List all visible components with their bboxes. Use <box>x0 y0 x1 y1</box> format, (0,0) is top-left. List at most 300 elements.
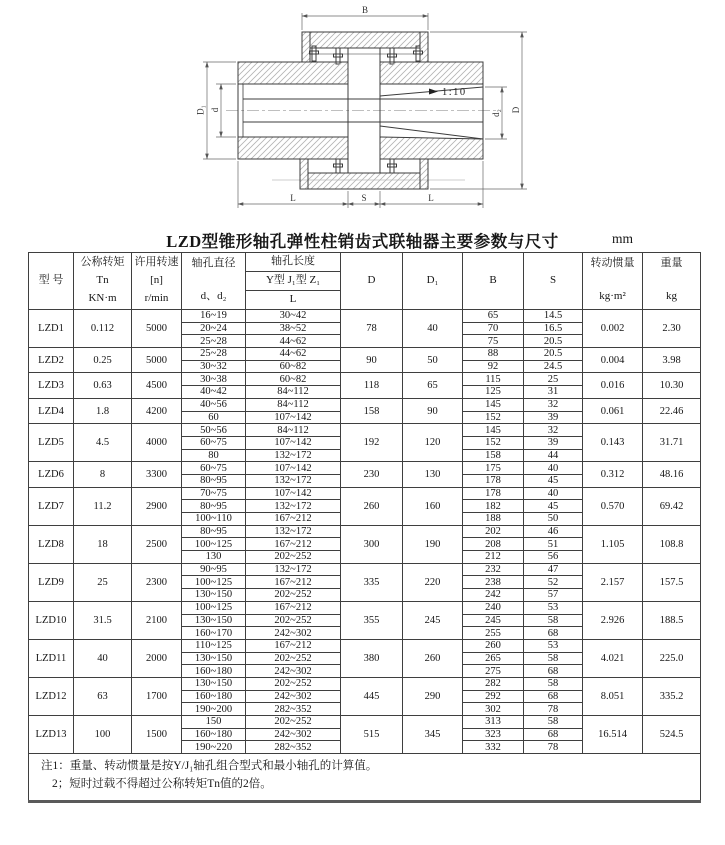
bore-diameter-cell: 60 <box>182 411 246 424</box>
bore-diameter-cell: 130~150 <box>182 652 246 665</box>
speed-cell: 2100 <box>132 601 182 639</box>
bore-diameter-cell: 160~180 <box>182 665 246 678</box>
bore-length-cell: 84~112 <box>246 398 341 411</box>
bore-length-cell: 167~212 <box>246 538 341 551</box>
B-cell: 182 <box>463 500 524 513</box>
D1-cell: 120 <box>403 424 463 462</box>
inertia-cell: 0.570 <box>583 487 643 525</box>
B-cell: 158 <box>463 449 524 462</box>
bore-length-cell: 107~142 <box>246 462 341 475</box>
table-row-lzd3 <box>29 373 701 386</box>
B-cell: 232 <box>463 563 524 576</box>
bore-diameter-cell: 130~150 <box>182 614 246 627</box>
D-cell: 260 <box>341 487 403 525</box>
bore-length-cell: 44~62 <box>246 348 341 361</box>
table-row-lzd9 <box>29 563 701 576</box>
weight-header-line: kg <box>666 290 677 303</box>
B-cell: 212 <box>463 551 524 564</box>
speed-cell: 2000 <box>132 639 182 677</box>
B-cell: 275 <box>463 665 524 678</box>
speed-cell: 5000 <box>132 348 182 373</box>
col-header-bore-diameter <box>182 253 246 310</box>
bore-diameter-cell: 130~150 <box>182 677 246 690</box>
bore-len-header-line: L <box>289 293 297 306</box>
B-cell: 323 <box>463 728 524 741</box>
bore-length-cell: 202~252 <box>246 614 341 627</box>
B-cell: 92 <box>463 360 524 373</box>
S-cell: 58 <box>524 716 583 729</box>
model-cell: LZD13 <box>29 716 74 754</box>
S-cell: 32 <box>524 424 583 437</box>
taper-annotation <box>429 87 467 98</box>
S-cell: 51 <box>524 538 583 551</box>
D1-cell: 50 <box>403 348 463 373</box>
B-cell: 292 <box>463 690 524 703</box>
bore-diameter-cell: 100~125 <box>182 538 246 551</box>
S-cell: 40 <box>524 487 583 500</box>
bore-diameter-cell: 80~95 <box>182 500 246 513</box>
col-header-weight <box>643 253 701 310</box>
dim-label-L-right: L <box>428 193 434 203</box>
bore-diameter-cell: 30~32 <box>182 360 246 373</box>
B-cell: 260 <box>463 639 524 652</box>
bore-diameter-cell: 25~28 <box>182 335 246 348</box>
B-cell: 125 <box>463 386 524 399</box>
B-cell: 152 <box>463 411 524 424</box>
bore-length-cell: 132~172 <box>246 525 341 538</box>
torque-header-line: KN·m <box>88 292 117 305</box>
model-cell: LZD9 <box>29 563 74 601</box>
inertia-cell: 1.105 <box>583 525 643 563</box>
S-cell: 78 <box>524 741 583 754</box>
weight-cell: 157.5 <box>643 563 701 601</box>
bore-length-cell: 132~172 <box>246 449 341 462</box>
B-cell: 242 <box>463 589 524 602</box>
S-cell: 45 <box>524 474 583 487</box>
bore-dia-header-line: 轴孔直径 <box>191 257 236 269</box>
dim-label-D: D <box>511 106 521 114</box>
bore-diameter-cell: 130~150 <box>182 589 246 602</box>
inertia-cell: 0.312 <box>583 462 643 487</box>
D-cell: 355 <box>341 601 403 639</box>
bore-length-cell: 107~142 <box>246 436 341 449</box>
bore-length-cell: 242~302 <box>246 627 341 640</box>
D1-cell: 130 <box>403 462 463 487</box>
S-cell: 53 <box>524 601 583 614</box>
dim-label-d: d <box>210 107 220 113</box>
dim-label-L-left: L <box>290 193 296 203</box>
torque-cell: 8 <box>74 462 132 487</box>
notes-row <box>29 754 701 802</box>
table-row-lzd1 <box>29 310 701 323</box>
bore-length-cell: 132~172 <box>246 500 341 513</box>
bore-length-cell: 167~212 <box>246 639 341 652</box>
speed-cell: 5000 <box>132 310 182 348</box>
torque-cell: 40 <box>74 639 132 677</box>
elastic-pins-bottom <box>334 159 397 173</box>
S-cell: 39 <box>524 411 583 424</box>
col-header-D: D <box>341 253 403 310</box>
D-cell: 158 <box>341 398 403 423</box>
B-cell: 115 <box>463 373 524 386</box>
speed-cell: 1700 <box>132 677 182 715</box>
B-cell: 175 <box>463 462 524 475</box>
D-cell: 335 <box>341 563 403 601</box>
note-line-1: 注1：重量、转动惯量是按Y/J₁轴孔组合型式和最小轴孔的计算值。 <box>41 760 378 773</box>
coupling-drawing <box>178 2 602 222</box>
D-cell: 90 <box>341 348 403 373</box>
bore-length-cell: 242~302 <box>246 690 341 703</box>
inertia-cell: 0.002 <box>583 310 643 348</box>
bore-diameter-cell: 80~95 <box>182 474 246 487</box>
table-row-lzd6 <box>29 462 701 475</box>
D-cell: 78 <box>341 310 403 348</box>
B-cell: 208 <box>463 538 524 551</box>
gear-sleeve-top <box>302 32 428 62</box>
note-line-2: 2；短时过载不得超过公称转矩Tn值的2倍。 <box>52 777 272 790</box>
bore-length-cell: 242~302 <box>246 665 341 678</box>
bore-length-cell: 282~352 <box>246 703 341 716</box>
B-cell: 188 <box>463 513 524 526</box>
model-cell: LZD8 <box>29 525 74 563</box>
weight-cell: 48.16 <box>643 462 701 487</box>
title-row <box>0 228 725 250</box>
torque-cell: 0.63 <box>74 373 132 398</box>
inertia-cell: 16.514 <box>583 716 643 754</box>
S-cell: 57 <box>524 589 583 602</box>
model-cell: LZD7 <box>29 487 74 525</box>
S-cell: 16.5 <box>524 322 583 335</box>
inertia-cell: 2.926 <box>583 601 643 639</box>
dim-label-B: B <box>361 5 369 15</box>
S-cell: 32 <box>524 398 583 411</box>
weight-cell: 3.98 <box>643 348 701 373</box>
col-header-model-label: 型 号 <box>38 274 64 287</box>
weight-cell: 22.46 <box>643 398 701 423</box>
bore-len-header-line: Y型 J₁型 Z₁ <box>246 272 340 291</box>
bore-diameter-cell: 160~170 <box>182 627 246 640</box>
B-cell: 255 <box>463 627 524 640</box>
bore-length-cell: 44~62 <box>246 335 341 348</box>
inertia-cell: 0.004 <box>583 348 643 373</box>
S-cell: 58 <box>524 614 583 627</box>
D-cell: 118 <box>341 373 403 398</box>
elastic-pins-top <box>310 46 423 64</box>
S-cell: 31 <box>524 386 583 399</box>
dim-label-d2: d₂ <box>491 109 501 117</box>
S-cell: 47 <box>524 563 583 576</box>
bore-length-cell: 167~212 <box>246 576 341 589</box>
torque-cell: 11.2 <box>74 487 132 525</box>
torque-cell: 1.8 <box>74 398 132 423</box>
S-cell: 53 <box>524 639 583 652</box>
weight-cell: 188.5 <box>643 601 701 639</box>
weight-cell: 225.0 <box>643 639 701 677</box>
model-cell: LZD4 <box>29 398 74 423</box>
bore-length-cell: 202~252 <box>246 589 341 602</box>
bore-diameter-cell: 150 <box>182 716 246 729</box>
table-row-lzd13 <box>29 716 701 729</box>
bore-diameter-cell: 190~220 <box>182 741 246 754</box>
torque-cell: 4.5 <box>74 424 132 462</box>
S-cell: 24.5 <box>524 360 583 373</box>
speed-cell: 1500 <box>132 716 182 754</box>
bore-diameter-cell: 130 <box>182 551 246 564</box>
weight-cell: 2.30 <box>643 310 701 348</box>
D1-cell: 245 <box>403 601 463 639</box>
D1-cell: 65 <box>403 373 463 398</box>
bore-length-cell: 242~302 <box>246 728 341 741</box>
S-cell: 68 <box>524 665 583 678</box>
bore-diameter-cell: 60~75 <box>182 436 246 449</box>
weight-cell: 31.71 <box>643 424 701 462</box>
S-cell: 46 <box>524 525 583 538</box>
speed-cell: 3300 <box>132 462 182 487</box>
B-cell: 75 <box>463 335 524 348</box>
model-cell: LZD5 <box>29 424 74 462</box>
bore-diameter-cell: 20~24 <box>182 322 246 335</box>
inertia-header-line: 转动惯量 <box>590 257 635 269</box>
inertia-cell: 0.143 <box>583 424 643 462</box>
D1-cell: 220 <box>403 563 463 601</box>
speed-header-line: [n] <box>150 274 163 287</box>
bore-length-cell: 167~212 <box>246 601 341 614</box>
S-cell: 58 <box>524 652 583 665</box>
bore-diameter-cell: 190~200 <box>182 703 246 716</box>
col-header-speed <box>132 253 182 310</box>
torque-cell: 25 <box>74 563 132 601</box>
speed-cell: 2500 <box>132 525 182 563</box>
B-cell: 202 <box>463 525 524 538</box>
weight-header-line: 重量 <box>660 257 683 269</box>
S-cell: 14.5 <box>524 310 583 323</box>
B-cell: 238 <box>463 576 524 589</box>
B-cell: 145 <box>463 398 524 411</box>
torque-cell: 63 <box>74 677 132 715</box>
bore-diameter-cell: 100~110 <box>182 513 246 526</box>
table-row-lzd8 <box>29 525 701 538</box>
parameters-table <box>28 252 701 803</box>
B-cell: 88 <box>463 348 524 361</box>
bore-length-cell: 38~52 <box>246 322 341 335</box>
coupling-section-svg <box>178 2 602 222</box>
table-row-lzd7 <box>29 487 701 500</box>
weight-cell: 524.5 <box>643 716 701 754</box>
B-cell: 65 <box>463 310 524 323</box>
bore-length-cell: 84~112 <box>246 386 341 399</box>
speed-cell: 4200 <box>132 398 182 423</box>
col-header-bore-length <box>246 253 341 310</box>
torque-cell: 31.5 <box>74 601 132 639</box>
bore-length-cell: 107~142 <box>246 487 341 500</box>
B-cell: 70 <box>463 322 524 335</box>
table-row-lzd2 <box>29 348 701 361</box>
bore-length-cell: 30~42 <box>246 310 341 323</box>
S-cell: 20.5 <box>524 335 583 348</box>
D1-cell: 260 <box>403 639 463 677</box>
bore-diameter-cell: 50~56 <box>182 424 246 437</box>
weight-cell: 10.30 <box>643 373 701 398</box>
S-cell: 68 <box>524 728 583 741</box>
model-cell: LZD1 <box>29 310 74 348</box>
S-cell: 20.5 <box>524 348 583 361</box>
model-cell: LZD6 <box>29 462 74 487</box>
taper-arrow-icon <box>429 89 438 95</box>
B-cell: 145 <box>463 424 524 437</box>
B-cell: 178 <box>463 474 524 487</box>
bore-length-cell: 202~252 <box>246 652 341 665</box>
table-row-lzd12 <box>29 677 701 690</box>
D-cell: 192 <box>341 424 403 462</box>
S-cell: 44 <box>524 449 583 462</box>
weight-cell: 335.2 <box>643 677 701 715</box>
B-cell: 282 <box>463 677 524 690</box>
bore-dia-header-line: d、d₂ <box>200 290 227 303</box>
S-cell: 78 <box>524 703 583 716</box>
B-cell: 332 <box>463 741 524 754</box>
bore-length-cell: 60~82 <box>246 373 341 386</box>
bore-diameter-cell: 16~19 <box>182 310 246 323</box>
S-cell: 39 <box>524 436 583 449</box>
model-cell: LZD10 <box>29 601 74 639</box>
B-cell: 265 <box>463 652 524 665</box>
D1-cell: 290 <box>403 677 463 715</box>
model-cell: LZD11 <box>29 639 74 677</box>
bore-length-cell: 60~82 <box>246 360 341 373</box>
D-cell: 230 <box>341 462 403 487</box>
D-cell: 380 <box>341 639 403 677</box>
inertia-cell: 0.061 <box>583 398 643 423</box>
bore-length-cell: 202~252 <box>246 716 341 729</box>
table-row-lzd4 <box>29 398 701 411</box>
torque-cell: 0.112 <box>74 310 132 348</box>
table-body <box>29 310 701 754</box>
S-cell: 50 <box>524 513 583 526</box>
weight-cell: 69.42 <box>643 487 701 525</box>
D1-cell: 345 <box>403 716 463 754</box>
bore-diameter-cell: 40~42 <box>182 386 246 399</box>
header-row <box>29 253 701 310</box>
col-header-model <box>29 253 74 310</box>
bore-length-cell: 132~172 <box>246 563 341 576</box>
B-cell: 245 <box>463 614 524 627</box>
S-cell: 56 <box>524 551 583 564</box>
inertia-header-line: kg·m² <box>599 290 626 303</box>
speed-cell: 4500 <box>132 373 182 398</box>
D1-cell: 40 <box>403 310 463 348</box>
torque-header-line: Tn <box>96 274 109 287</box>
B-cell: 240 <box>463 601 524 614</box>
col-header-torque <box>74 253 132 310</box>
S-cell: 40 <box>524 462 583 475</box>
bore-diameter-cell: 160~180 <box>182 690 246 703</box>
dim-label-S: S <box>361 193 367 203</box>
bore-diameter-cell: 90~95 <box>182 563 246 576</box>
bore-diameter-cell: 40~56 <box>182 398 246 411</box>
torque-cell: 0.25 <box>74 348 132 373</box>
inertia-cell: 2.157 <box>583 563 643 601</box>
D-cell: 445 <box>341 677 403 715</box>
bore-length-cell: 132~172 <box>246 474 341 487</box>
table-row-lzd10 <box>29 601 701 614</box>
gear-sleeve-bottom <box>300 159 428 189</box>
S-cell: 52 <box>524 576 583 589</box>
inertia-cell: 0.016 <box>583 373 643 398</box>
bore-length-cell: 84~112 <box>246 424 341 437</box>
model-cell: LZD3 <box>29 373 74 398</box>
bore-diameter-cell: 160~180 <box>182 728 246 741</box>
col-header-D1: D₁ <box>403 253 463 310</box>
bore-diameter-cell: 100~125 <box>182 576 246 589</box>
speed-cell: 2300 <box>132 563 182 601</box>
col-header-B: B <box>463 253 524 310</box>
bore-len-header-line: 轴孔长度 <box>246 253 340 272</box>
D-cell: 300 <box>341 525 403 563</box>
D1-cell: 190 <box>403 525 463 563</box>
speed-header-line: 许用转速 <box>134 256 179 269</box>
bore-diameter-cell: 60~75 <box>182 462 246 475</box>
bore-diameter-cell: 100~125 <box>182 601 246 614</box>
bore-length-cell: 167~212 <box>246 513 341 526</box>
D-cell: 515 <box>341 716 403 754</box>
bore-diameter-cell: 80 <box>182 449 246 462</box>
S-cell: 45 <box>524 500 583 513</box>
speed-cell: 4000 <box>132 424 182 462</box>
bore-diameter-cell: 25~28 <box>182 348 246 361</box>
weight-cell: 108.8 <box>643 525 701 563</box>
inertia-cell: 8.051 <box>583 677 643 715</box>
B-cell: 313 <box>463 716 524 729</box>
model-cell: LZD2 <box>29 348 74 373</box>
D1-cell: 160 <box>403 487 463 525</box>
B-cell: 152 <box>463 436 524 449</box>
table-header <box>29 253 701 310</box>
bore-diameter-cell: 30~38 <box>182 373 246 386</box>
bore-diameter-cell: 70~75 <box>182 487 246 500</box>
inertia-cell: 4.021 <box>583 639 643 677</box>
bore-length-cell: 282~352 <box>246 741 341 754</box>
unit-label: mm <box>611 231 633 246</box>
col-header-inertia <box>583 253 643 310</box>
taper-ratio-label: 1:10 <box>442 87 467 98</box>
bore-diameter-cell: 80~95 <box>182 525 246 538</box>
table-notes <box>29 754 701 802</box>
torque-cell: 100 <box>74 716 132 754</box>
torque-cell: 18 <box>74 525 132 563</box>
bore-diameter-cell: 110~125 <box>182 639 246 652</box>
D1-cell: 90 <box>403 398 463 423</box>
dim-label-D1: D₁ <box>195 105 206 115</box>
model-cell: LZD12 <box>29 677 74 715</box>
table-footer <box>29 754 701 802</box>
page-title: LZD型锥形轴孔弹性柱销齿式联轴器主要参数与尺寸 <box>166 232 559 251</box>
B-cell: 178 <box>463 487 524 500</box>
table-row-lzd11 <box>29 639 701 652</box>
B-cell: 302 <box>463 703 524 716</box>
S-cell: 58 <box>524 677 583 690</box>
torque-header-line: 公称转矩 <box>80 256 125 269</box>
bore-length-cell: 202~252 <box>246 551 341 564</box>
bore-length-cell: 107~142 <box>246 411 341 424</box>
speed-header-line: r/min <box>144 292 169 305</box>
table-row-lzd5 <box>29 424 701 437</box>
bore-length-cell: 202~252 <box>246 677 341 690</box>
S-cell: 25 <box>524 373 583 386</box>
speed-cell: 2900 <box>132 487 182 525</box>
S-cell: 68 <box>524 690 583 703</box>
col-header-S: S <box>524 253 583 310</box>
S-cell: 68 <box>524 627 583 640</box>
